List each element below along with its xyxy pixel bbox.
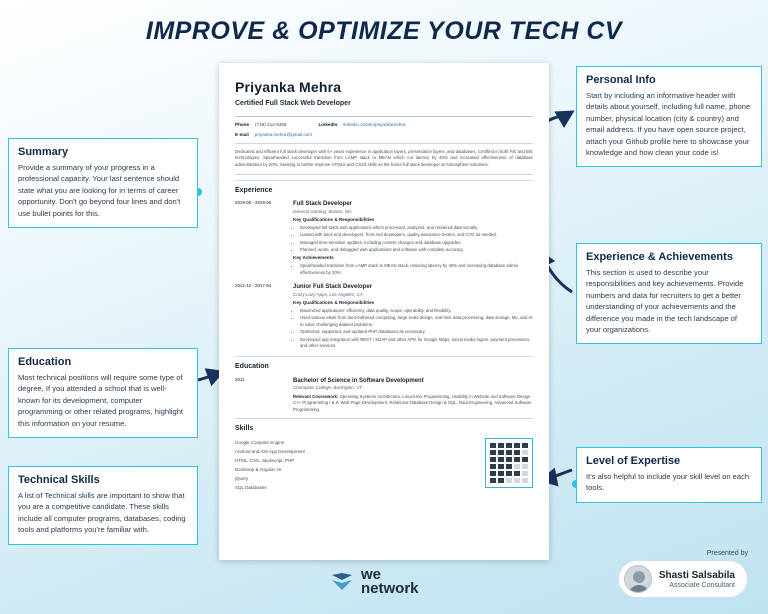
job-bullets [300,225,533,254]
education-coursework [293,394,533,413]
callout-heading: Education [18,356,72,368]
callout-text: Most technical positions will require some type of degree, If you attended a school that is well-known for its development, computer programming or other related programs, highlight this information on your resume. [18,373,184,428]
list-item: • Managed time-sensitive updates, including content changes and database upgrades. [300,240,533,246]
skill-level-cell [514,464,520,469]
brand-line-1: we [361,566,382,583]
callout-education [8,348,198,438]
presenter-card [618,560,748,598]
skill-level-cell [498,478,504,483]
job-achievements [300,263,533,276]
callout-personal-info [576,66,762,167]
presented-by-label: Presented by [706,550,748,557]
callout-text: It's also helpful to include your skill level on each tools. [586,472,750,493]
list-item: • Used various ideas from dont-bothered computing, large-scale design, real-time data processing, data storage, ML, and AI to solve challenging dataset problems. [300,315,533,328]
skill-level-cell [490,464,496,469]
presented-by-block [618,550,748,598]
avatar [624,565,652,593]
divider [235,116,533,117]
education-entry [235,377,533,414]
skill-level-cell [522,464,528,469]
skill-level-cell [514,471,520,476]
callout-heading: Level of Expertise [586,455,681,467]
job-company: Crazy Lazy Apps, Los Angeles, CA [293,291,363,297]
cv-contact-row-phone [235,122,533,129]
callout-text: Start by including an informative header with details about yourself, including full name, phone number, physical location (city & country) and email address. If you have open source project, attach your Github profile here to showcase your knowledge and how clean your code is! [586,91,751,157]
list-item: • Developed app integration with REST / SOAP and other APIs for Google Maps, social media logins, payment processors, and other services. [300,337,533,350]
skill-level-cell [498,471,504,476]
we-network-logo-icon [330,571,354,593]
skill-level-cell [514,443,520,448]
callout-level-of-expertise [576,447,762,503]
callout-text: This section is used to describe your responsibilities and key achievements. Provide numbers and data for recruiters to get a better understanding of your achievements and the difference you made in the tech landscape of your organizations. [586,268,744,334]
skill-level-cell [506,471,512,476]
callout-summary [8,138,198,228]
list-item: • Optimized, supported, and updated PHP databases as necessary. [300,329,533,335]
skills-list [235,438,305,492]
job-achievements-heading: Key Achievements [293,255,334,261]
skill-level-chart [485,438,533,488]
education-title: Bachelor of Science in Software Development [293,377,424,384]
callout-text: A list of Technical skills are important to show that you are a competitive candidate. These skills include all computer programs, databases, coding tools and platforms you're familiar with. [18,491,186,535]
callout-heading: Personal Info [586,74,656,86]
experience-entry [235,283,533,350]
coursework-text: Operating Systems Architecture, Linux/Unix Programming, Usability in Website and Software Design, C++ Programming I & II, Web Page Development, Relational Database Design & SQL, Data Engineering, Advanced Software Programming. [293,393,532,412]
coursework-label: Relevant Coursework: [293,393,339,399]
callout-heading: Technical Skills [18,474,100,486]
skill-level-grid [490,443,528,483]
job-dates: 2016-05 - 2019-06 [235,199,272,205]
education-dates: 2011 [235,376,245,382]
education-school: Champlain College, Burlington, VT [293,385,363,391]
experience-entry [235,200,533,277]
skill-level-cell [506,443,512,448]
skill-level-cell [514,478,520,483]
callout-text: Provide a summary of your progress in a professional capacity. Your last sentence should state what you are looking for in terms of career opportunity. Don't go beyond four lines and don't use bullet points for this. [18,163,181,218]
skill-level-cell [490,478,496,483]
linkedin-label: LinkedIn [318,122,338,128]
cv-section-experience: Experience [235,180,533,196]
skill-level-cell [522,471,528,476]
callout-heading: Experience & Achievements [586,251,733,263]
presenter-role: Associate Consultant [669,581,735,589]
job-qualifications-heading: Key Qualifications & Responsibilities [293,300,375,306]
cv-contact-row-email [235,132,533,139]
email-value[interactable]: priyanka.mehra@gmail.com [254,132,313,138]
cv-section-skills: Skills [235,418,533,434]
list-item: HTML, CSS, JavaScript, PHP [235,458,295,464]
linkedin-value[interactable]: linkedin.com/in/priyankamehra [343,122,406,128]
skill-level-cell [490,471,496,476]
email-label: E-mail [235,132,249,138]
skill-level-cell [514,450,520,455]
job-title: Full Stack Developer [293,200,353,207]
cv-section-education: Education [235,356,533,372]
brand-line-2: network [361,580,419,598]
list-item: • Maximized applications' efficiency, data quality, scope, operability, and flexibility. [300,308,533,314]
skill-level-cell [522,457,528,462]
skill-level-cell [498,457,504,462]
list-item: • Developed full-stack web applications which processed, analyzed, and rendered data visually. [300,225,533,231]
skill-level-cell [522,450,528,455]
list-item: Bootstrap & Angular JS [235,467,282,473]
skill-level-cell [490,443,496,448]
skill-level-cell [490,450,496,455]
skill-level-cell [506,457,512,462]
list-item: Android and iOS App Development [235,449,305,455]
brand-name [361,568,419,597]
job-dates: 2012-12 - 2017-04 [235,283,272,288]
skill-level-cell [506,450,512,455]
job-title: Junior Full Stack Developer [293,284,373,290]
callout-experience-achievements [576,243,762,344]
list-item: SQL Databases [235,485,267,491]
list-item: Google Compute Engine [235,440,285,446]
callout-technical-skills [8,466,198,545]
skill-level-cell [498,443,504,448]
job-company: General Gaming, Boston, MA [293,208,352,214]
skill-level-cell [522,443,528,448]
brand-logo-group [330,568,419,597]
page-title: IMPROVE & OPTIMIZE YOUR TECH CV [145,17,623,45]
skill-level-cell [506,464,512,469]
phone-value: (718) 212-6466 [255,122,287,128]
list-item: jQuery [235,476,249,482]
cv-name: Priyanka Mehra [235,79,342,95]
job-bullets [300,308,533,350]
callout-heading: Summary [18,146,69,158]
skill-level-cell [522,478,528,483]
list-item: • Spearheaded transition from LAMP stack to MEAN stack, reducing latency by 40% and increasing database admin effectiveness by 20%. [300,263,533,276]
skills-block [235,438,533,492]
skill-level-cell [514,457,520,462]
skill-level-cell [490,457,496,462]
skill-level-cell [498,464,504,469]
cv-summary-text: Dedicated and efficient full stack developer with 6+ years experience in application layers, presentation layers, and databases. Certified in both F/E and B/E technologies. Spearheaded successful transition from LAMP stack to MEAN which cut latency by 40% and increased effectiveness of database administrators by 20%. Seeking to further improve HTML5 and CSS3 skills as the future full stack developer at Atmosphere Solutions. [235,143,533,175]
cv-role: Certified Full Stack Web Developer [235,100,351,108]
list-item: • Planned, wrote, and debugged web applications and software with complete accuracy. [300,247,533,253]
job-qualifications-heading: Key Qualifications & Responsibilities [293,217,375,223]
skill-level-cell [498,450,504,455]
phone-label: Phone [235,122,250,128]
skill-level-cell [506,478,512,483]
cv-document [219,63,549,560]
presenter-name: Shasti Salsabila [658,569,735,581]
list-item: • Liaised with back end developers, front end developers, quality assurance testers, and CTO as needed. [300,232,533,238]
